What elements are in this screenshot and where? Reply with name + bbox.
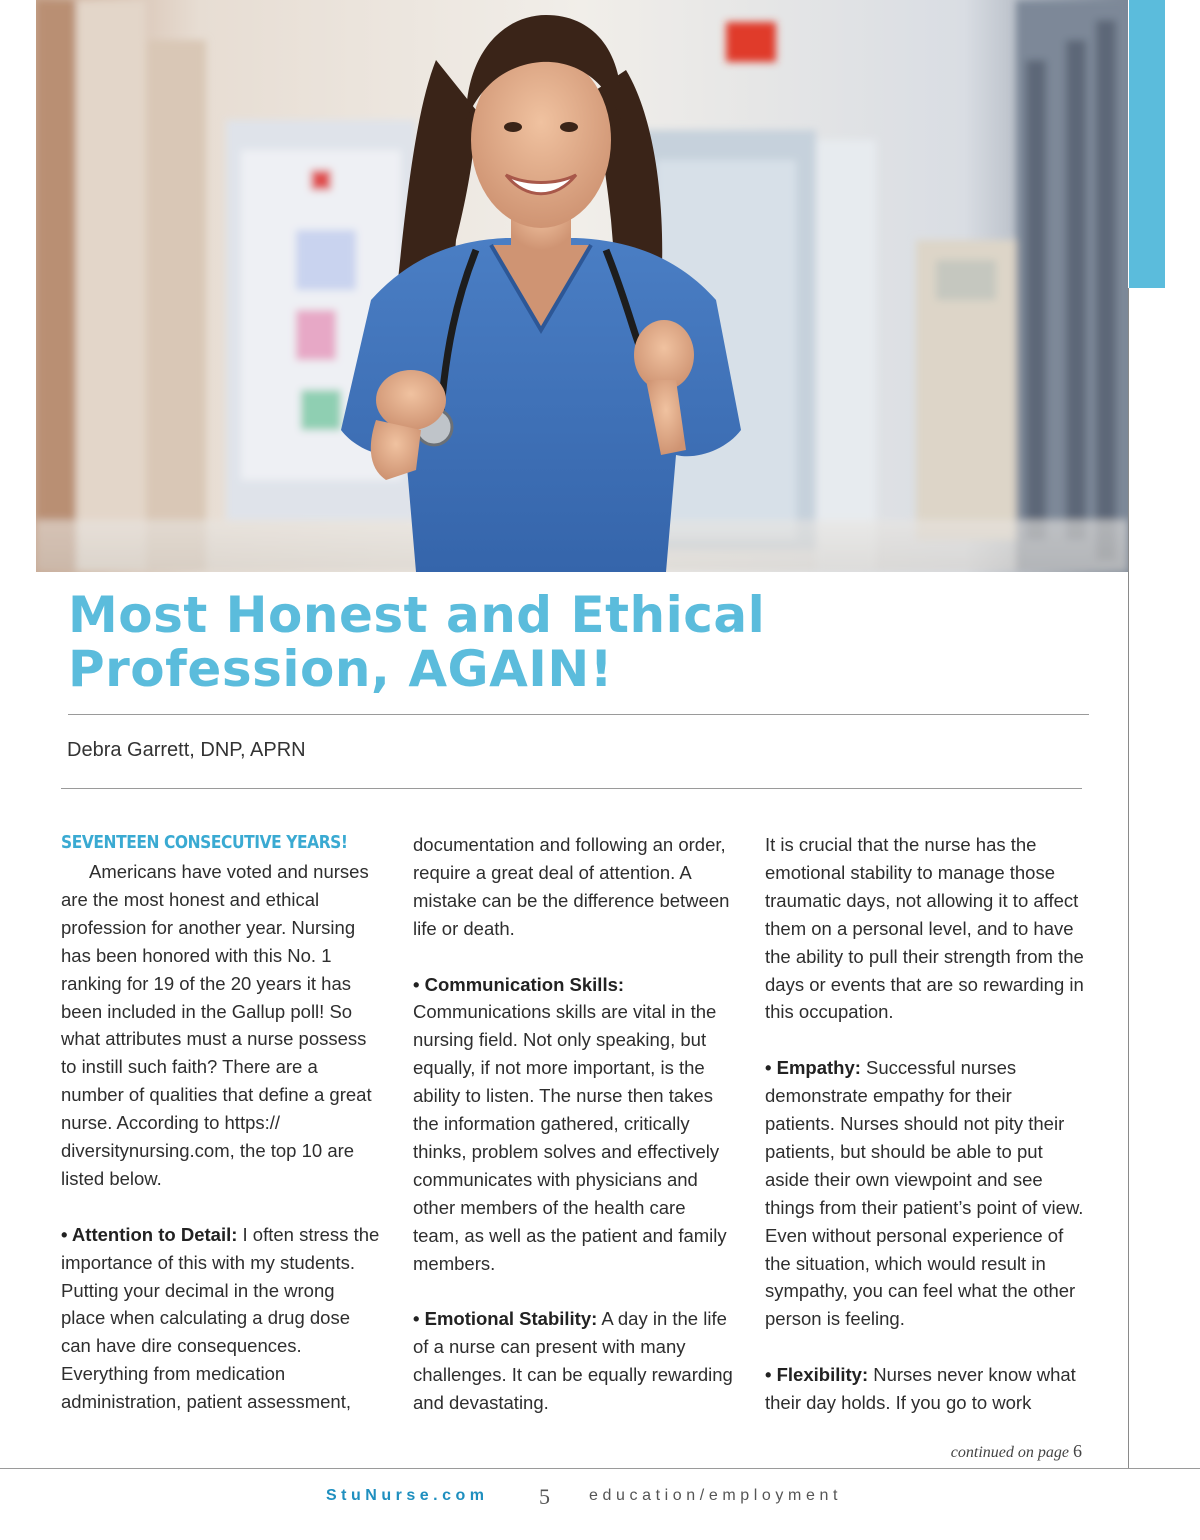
- empathy-text: Successful nurses demonstrate empathy for their patients. Nurses should not pity their patients, but should be able to put aside their own viewpoint and see things from their patient’s point of view. Even without personal experience of the situation, which would result in sympathy, you can feel what the other person is feeling.: [765, 1057, 1084, 1330]
- section-name: education/employment: [589, 1487, 842, 1504]
- article-column-2: [413, 831, 733, 1417]
- attention-paragraph: [61, 1221, 381, 1416]
- intro-paragraph: Americans have voted and nurses are the most honest and ethical profession for another year. Nursing has been honored with this No. 1 ranking for 19 of the 20 years it has been included in the Gallup poll! So what attributes must a nurse possess to instill such faith? There are a number of qualities that define a great nurse. According to https:// diversitynursing.com, the top 10 are listed below.: [61, 861, 372, 1189]
- emotional-continued: It is crucial that the nurse has the emotional stability to manage those traumatic days, not allowing it to affect them on a personal level, and to have the ability to pull their strength from the days or events that are so rewarding in this occupation.: [765, 834, 1084, 1023]
- title-line-1: Most Honest and Ethical: [68, 586, 766, 644]
- article-column-1: [61, 828, 381, 1416]
- flexibility-label: • Flexibility:: [765, 1364, 869, 1386]
- flexibility-paragraph: [765, 1361, 1085, 1417]
- article-title: [68, 588, 1068, 696]
- page-number: 5: [539, 1484, 550, 1509]
- continued-text: continued on page: [950, 1444, 1073, 1461]
- attention-label: • Attention to Detail:: [61, 1223, 238, 1245]
- byline: Debra Garrett, DNP, APRN: [67, 739, 306, 761]
- empathy-paragraph: [765, 1054, 1085, 1333]
- nurse-photo-icon: [36, 0, 1128, 572]
- continued-link[interactable]: [951, 1441, 1082, 1462]
- column-rule: [1128, 288, 1129, 1468]
- article-column-3: [765, 831, 1085, 1417]
- hero-photo: [36, 0, 1128, 572]
- divider: [68, 714, 1089, 715]
- accent-bar: [1129, 0, 1165, 288]
- kicker: SEVENTEEN CONSECUTIVE YEARS!: [61, 832, 348, 853]
- footer-rule: [0, 1468, 1200, 1469]
- flexibility-text: Nurses never know what their day holds. If you go to work: [765, 1364, 1076, 1414]
- emotional-paragraph: [413, 1305, 733, 1417]
- emotional-label: • Emotional Stability:: [413, 1308, 598, 1330]
- emotional-text: A day in the life of a nurse can present with many challenges. It can be equally rewarding and devastating.: [413, 1308, 733, 1414]
- page-footer: [0, 1486, 1200, 1512]
- empathy-label: • Empathy:: [765, 1057, 861, 1079]
- divider: [61, 788, 1082, 789]
- brand-name: StuNurse.com: [326, 1487, 489, 1504]
- attention-continued: documentation and following an order, require a great deal of attention. A mistake can be the difference between life or death.: [413, 834, 730, 939]
- title-line-2: Profession, AGAIN!: [68, 640, 614, 698]
- communication-text: Communications skills are vital in the nursing field. Not only speaking, but equally, if not more important, is the ability to listen. The nurse then takes the information gathered, critically thinks, problem solves and effectively communicates with physicians and other members of the health care team, as well as the patient and family members.: [413, 1001, 727, 1274]
- communication-label: • Communication Skills:: [413, 973, 625, 995]
- continued-page: 6: [1073, 1441, 1082, 1461]
- attention-text: I often stress the importance of this with my students. Putting your decimal in the wrong place when calculating a drug dose can have dire consequences. Everything from medication administration, patient assessment,: [61, 1223, 380, 1413]
